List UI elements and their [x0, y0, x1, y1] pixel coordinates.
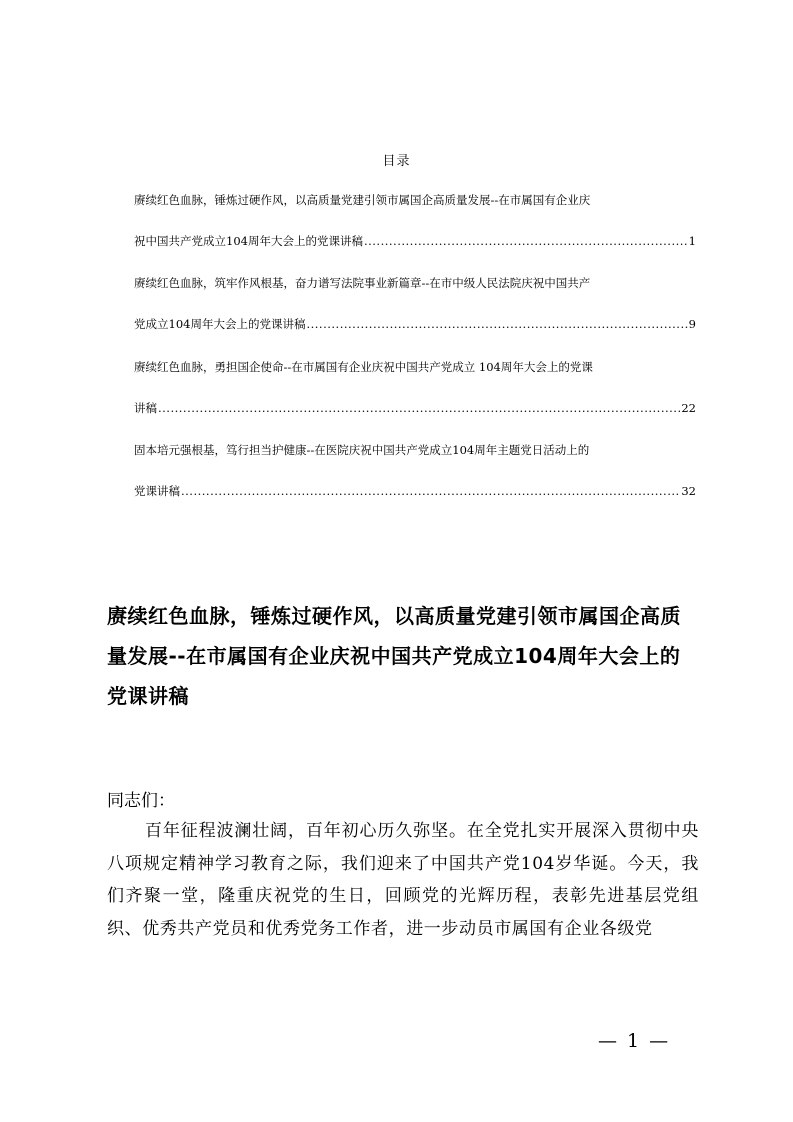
- toc-entry-title-line2: 党成立104周年大会上的党课讲稿: [134, 317, 306, 331]
- toc-page-number: 1: [688, 234, 696, 248]
- toc-entry-1[interactable]: [134, 190, 696, 251]
- toc-leader-dots: [306, 314, 687, 334]
- toc-page-number: 32: [681, 484, 696, 498]
- toc-entry-title-line1: 固本培元强根基，笃行担当护健康--在医院庆祝中国共产党成立104周年主题党日活动上的: [134, 443, 590, 457]
- toc-entry-title-line1: 赓续红色血脉，勇担国企使命--在市属国有企业庆祝中国共产党成立 104周年大会上的党课: [134, 360, 593, 374]
- toc-page-number: 22: [681, 401, 696, 415]
- salutation: 同志们：: [107, 791, 175, 811]
- toc-entry-title-line1: 赓续红色血脉，筑牢作风根基，奋力谱写法院事业新篇章--在市中级人民法院庆祝中国共产: [134, 276, 591, 290]
- toc-entry-title-line2: 党课讲稿: [134, 484, 180, 498]
- toc-entry-title-line2: 祝中国共产党成立104周年大会上的党课讲稿: [134, 234, 363, 248]
- toc-title: 目录: [382, 154, 411, 169]
- document-heading: 赓续红色血脉，锤炼过硬作风，以高质量党建引领市属国企高质量发展--在市属国有企业庆祝中国共产党成立104周年大会上的党课讲稿: [107, 604, 681, 708]
- toc-page-number: 9: [688, 317, 696, 331]
- toc-entry-title-line2: 讲稿: [134, 401, 157, 415]
- page-number: — 1 —: [598, 1030, 671, 1052]
- toc-entry-title-line1: 赓续红色血脉，锤炼过硬作风，以高质量党建引领市属国企高质量发展--在市属国有企业庆: [134, 193, 591, 207]
- toc-leader-dots: [158, 398, 680, 418]
- toc-entry-3[interactable]: [134, 357, 696, 418]
- toc-leader-dots: [364, 231, 688, 251]
- toc-entry-4[interactable]: [134, 440, 696, 501]
- toc-leader-dots: [181, 481, 680, 501]
- toc-entry-2[interactable]: [134, 273, 696, 334]
- body-paragraph: 百年征程波澜壮阔，百年初心历久弥坚。在全党扎实开展深入贯彻中央八项规定精神学习教育之际，我们迎来了中国共产党104岁华诞。今天，我们齐聚一堂，隆重庆祝党的生日，回顾党的光辉历程，表彰先进基层党组织、优秀共产党员和优秀党务工作者，进一步动员市属国有企业各级党: [107, 821, 699, 939]
